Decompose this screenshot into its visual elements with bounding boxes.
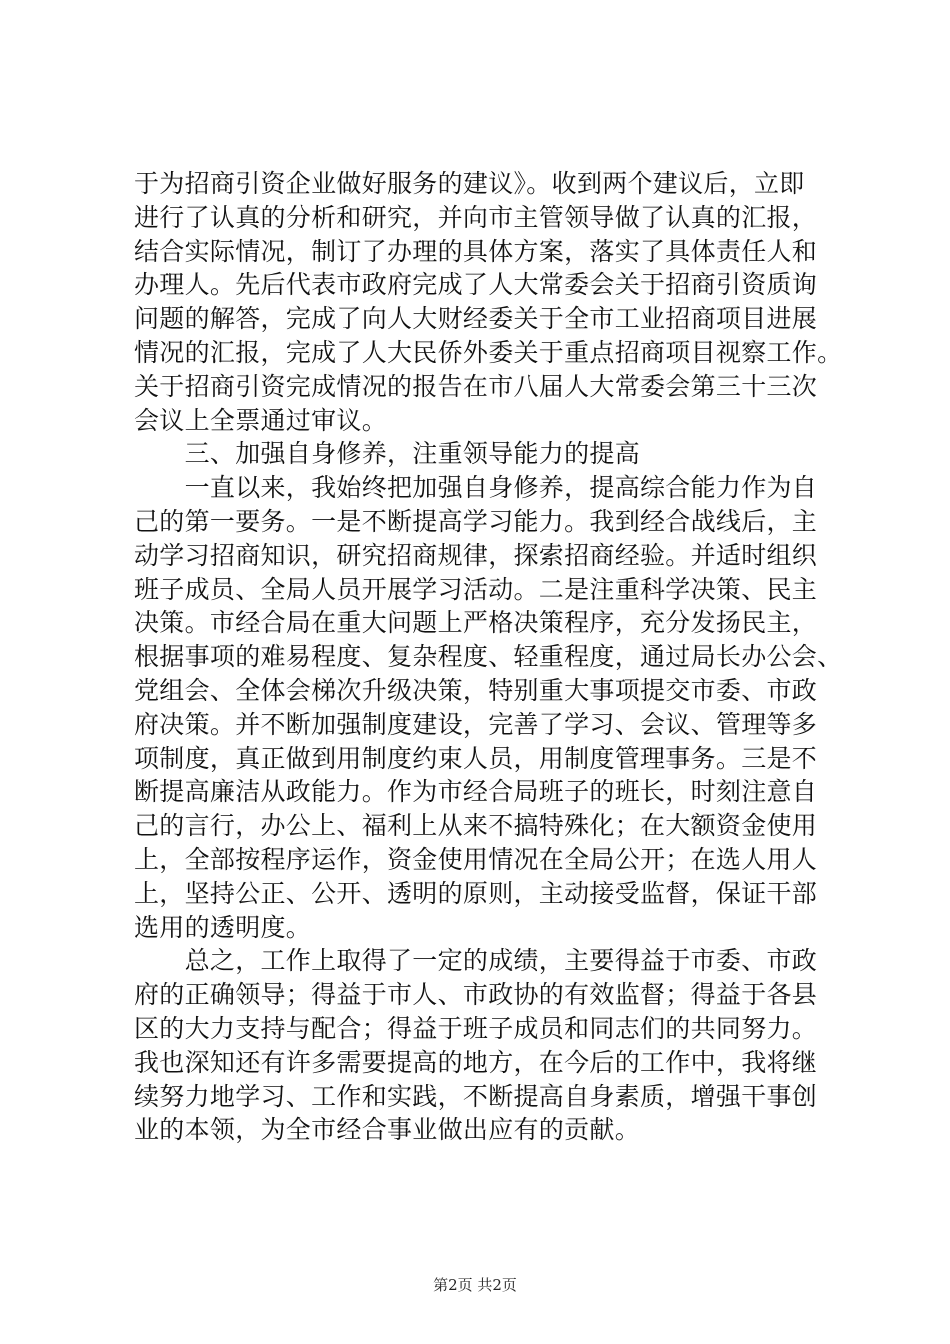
text-line: 府的正确领导；得益于市人、市政协的有效监督；得益于各县 [134,980,818,1010]
text-line: 会议上全票通过审议。 [134,405,388,435]
text-line: 总之，工作上取得了一定的成绩，主要得益于市委、市政 [134,946,818,976]
text-line: 选用的透明度。 [134,912,312,942]
text-line: 关于招商引资完成情况的报告在市八届人大常委会第三十三次 [134,371,818,401]
section-heading: 三、加强自身修养，注重领导能力的提高 [134,439,641,469]
text-line: 结合实际情况，制订了办理的具体方案，落实了具体责任人和 [134,236,818,266]
text-line: 于为招商引资企业做好服务的建议》。收到两个建议后，立即 [134,169,805,198]
text-line: 问题的解答，完成了向人大财经委关于全市工业招商项目进展 [134,304,818,334]
document-body [134,167,843,1147]
text-line: 根据事项的难易程度、复杂程度、轻重程度，通过局长办公会、 [134,642,843,672]
text-line: 动学习招商知识，研究招商规律，探索招商经验。并适时组织 [134,540,818,570]
text-line: 业的本领，为全市经合事业做出应有的贡献。 [134,1115,641,1145]
text-line: 班子成员、全局人员开展学习活动。二是注重科学决策、民主 [134,574,818,604]
text-line: 办理人。先后代表市政府完成了人大常委会关于招商引资质询 [134,270,818,300]
text-line: 项制度，真正做到用制度约束人员，用制度管理事务。三是不 [134,743,818,773]
text-line: 己的第一要务。一是不断提高学习能力。我到经合战线后，主 [134,506,818,536]
text-line: 己的言行，办公上、福利上从来不搞特殊化；在大额资金使用 [134,811,818,841]
text-line: 党组会、全体会梯次升级决策，特别重大事项提交市委、市政 [134,675,818,705]
text-line: 续努力地学习、工作和实践，不断提高自身素质，增强干事创 [134,1081,818,1111]
text-line: 一直以来，我始终把加强自身修养，提高综合能力作为自 [134,473,818,503]
text-line: 上，坚持公正、公开、透明的原则，主动接受监督，保证干部 [134,878,818,908]
text-line: 断提高廉洁从政能力。作为市经合局班子的班长，时刻注意自 [134,777,818,807]
text-line: 进行了认真的分析和研究，并向市主管领导做了认真的汇报， [134,202,818,232]
text-line: 上，全部按程序运作，资金使用情况在全局公开；在选人用人 [134,844,818,874]
text-line: 区的大力支持与配合；得益于班子成员和同志们的共同努力。 [134,1013,818,1043]
text-line: 我也深知还有许多需要提高的地方，在今后的工作中，我将继 [134,1047,818,1077]
text-line: 情况的汇报，完成了人大民侨外委关于重点招商项目视察工作。 [134,337,843,367]
text-line: 府决策。并不断加强制度建设，完善了学习、会议、管理等多 [134,709,818,739]
page-footer: 第2页 共2页 [433,1276,517,1294]
text-line: 决策。市经合局在重大问题上严格决策程序，充分发扬民主， [134,608,818,638]
